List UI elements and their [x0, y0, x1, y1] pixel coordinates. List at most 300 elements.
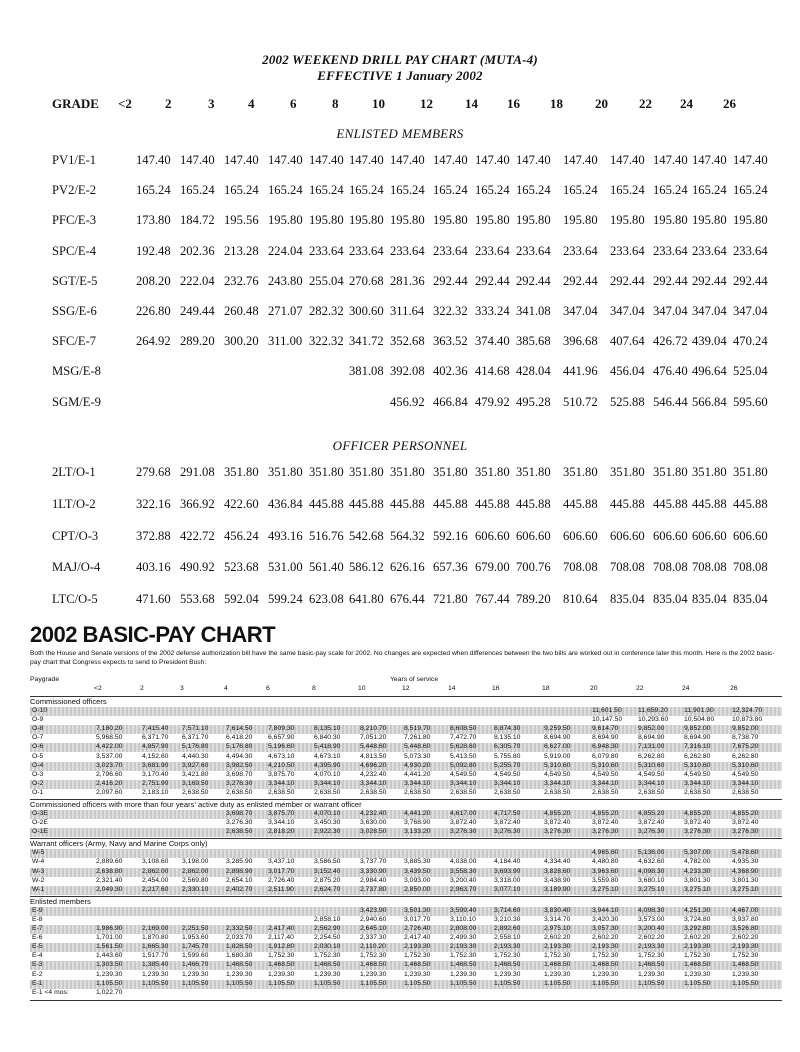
- grade-label: GRADE: [52, 96, 99, 111]
- pay-cell: 195.80: [433, 213, 468, 228]
- basic-pay-cell: 2,638.50: [732, 788, 759, 796]
- basic-pay-cell: 4,855.20: [732, 810, 759, 817]
- pay-cell: 352.68: [390, 334, 425, 349]
- basic-pay-cell: 1,468.50: [404, 961, 431, 969]
- pay-cell: 606.60: [610, 528, 645, 543]
- pay-cell: 292.44: [733, 273, 768, 288]
- basic-year-header: 14: [448, 685, 456, 692]
- basic-pay-cell: 2,602.20: [592, 934, 619, 942]
- pay-cell: 456.92: [390, 394, 425, 409]
- paygrade-name: E-8: [32, 915, 43, 923]
- pay-cell: 165.24: [268, 183, 303, 198]
- basic-pay-cell: 2,654.10: [226, 876, 253, 884]
- basic-pay-cell: 2,940.60: [360, 915, 387, 923]
- basic-pay-cell: 11,659.20: [638, 707, 668, 714]
- basic-pay-cell: 1,468.50: [732, 961, 759, 969]
- basic-pay-cell: 6,262.80: [732, 752, 759, 760]
- basic-pay-row: [30, 877, 782, 886]
- basic-pay-cell: 1,752.30: [684, 952, 711, 960]
- basic-pay-cell: 7,261.80: [404, 734, 431, 742]
- pay-cell: 147.40: [475, 153, 510, 167]
- basic-pay-cell: 2,511.90: [268, 885, 294, 893]
- pay-cell: 347.04: [653, 304, 688, 318]
- pay-cell: 407.64: [610, 334, 645, 349]
- paygrade-name: O-1E: [32, 828, 48, 836]
- basic-pay-cell: 7,415.40: [142, 725, 169, 733]
- basic-pay-row: [30, 734, 782, 743]
- basic-pay-cell: 2,898.90: [226, 867, 253, 875]
- basic-pay-cell: 3,501.30: [404, 906, 431, 914]
- grade-name: LTC/O-5: [52, 592, 98, 607]
- pay-cell: 626.16: [390, 560, 425, 575]
- pay-cell: 147.40: [610, 153, 645, 167]
- basic-pay-cell: 2,602.20: [544, 934, 571, 942]
- basic-pay-cell: 4,855.20: [544, 810, 571, 817]
- pay-cell: 233.64: [309, 243, 344, 258]
- drill-pay-row: [0, 153, 800, 171]
- basic-pay-cell: 3,537.00: [96, 752, 123, 760]
- basic-pay-cell: 5,448.60: [404, 743, 431, 751]
- pay-cell: 311.00: [268, 334, 303, 349]
- pay-cell: 222.04: [180, 273, 215, 288]
- basic-pay-cell: 3,275.10: [592, 885, 619, 893]
- basic-pay-cell: 3,801.30: [684, 876, 711, 884]
- drill-year-header: 6: [290, 96, 297, 111]
- pay-cell: 708.08: [653, 560, 688, 575]
- basic-pay-cell: 5,310.60: [732, 761, 759, 769]
- pay-cell: 264.92: [136, 334, 171, 349]
- paygrade-name: O-3E: [32, 810, 48, 817]
- basic-pay-cell: 4,617.00: [450, 810, 477, 817]
- basic-pay-cell: 2,858.10: [314, 915, 341, 923]
- pay-cell: 372.88: [136, 528, 171, 543]
- pay-cell: 233.64: [349, 243, 384, 258]
- drill-year-header: 3: [208, 96, 215, 111]
- pay-cell: 657.36: [433, 560, 468, 575]
- basic-pay-cell: 4,549.50: [592, 770, 619, 778]
- basic-pay-cell: 3,133.20: [404, 828, 431, 836]
- basic-pay-cell: 3,875.70: [268, 770, 295, 778]
- pay-cell: 490.92: [180, 560, 215, 575]
- pay-cell: 546.44: [653, 394, 688, 409]
- basic-pay-cell: 3,421.80: [182, 770, 209, 778]
- basic-pay-cell: 3,314.70: [544, 915, 571, 923]
- basic-pay-cell: 3,559.80: [592, 876, 619, 884]
- pay-cell: 165.24: [733, 183, 768, 198]
- pay-cell: 363.52: [433, 334, 468, 349]
- basic-pay-cell: 1,912.80: [268, 943, 295, 951]
- pay-cell: 165.24: [309, 183, 344, 198]
- basic-pay-cell: 1,105.50: [638, 979, 665, 987]
- pay-cell: 623.08: [309, 592, 344, 607]
- basic-pay-cell: 3,885.30: [404, 858, 431, 866]
- basic-pay-cell: 7,809.30: [268, 725, 295, 733]
- basic-pay-cell: 3,344.10: [544, 779, 571, 787]
- basic-pay-cell: 2,193.30: [494, 943, 521, 951]
- basic-pay-row: [30, 725, 782, 734]
- pay-cell: 606.60: [692, 528, 727, 543]
- pay-cell: 195.80: [692, 213, 727, 228]
- basic-pay-cell: 8,874.30: [494, 725, 521, 733]
- basic-pay-cell: 1,239.30: [142, 970, 169, 978]
- basic-pay-cell: 2,193.30: [544, 943, 571, 951]
- pay-cell: 322.16: [136, 496, 171, 511]
- basic-pay-cell: 3,830.40: [544, 906, 571, 914]
- basic-pay-cell: 4,098.30: [638, 867, 665, 875]
- basic-pay-cell: 1,239.30: [684, 970, 711, 978]
- drill-pay-row: [0, 304, 800, 322]
- drill-header-row: [0, 96, 800, 116]
- basic-pay-cell: 12,324.70: [732, 707, 763, 714]
- pay-cell: 165.24: [224, 183, 259, 198]
- basic-pay-chart: [0, 618, 800, 1052]
- grade-name: SGT/E-5: [52, 273, 98, 288]
- pay-cell: 456.24: [224, 528, 259, 543]
- pay-cell: 392.08: [390, 364, 425, 379]
- basic-pay-cell: 7,180.20: [96, 725, 123, 733]
- basic-pay-cell: 1,468.50: [592, 961, 619, 969]
- basic-year-header: 2: [140, 685, 144, 692]
- pay-cell: 292.44: [433, 273, 468, 288]
- basic-pay-cell: 8,694.90: [544, 734, 571, 742]
- basic-pay-cell: 1,385.40: [142, 961, 169, 969]
- pay-cell: 195.80: [475, 213, 510, 228]
- paygrade-name: O-5: [32, 752, 44, 760]
- basic-pay-cell: 4,965.60: [592, 849, 619, 857]
- pay-cell: 542.68: [349, 528, 384, 543]
- basic-pay-cell: 3,982.50: [226, 761, 253, 769]
- basic-pay-cell: 4,422.00: [96, 743, 123, 751]
- pay-cell: 292.44: [516, 273, 551, 288]
- basic-pay-cell: 1,466.70: [182, 961, 209, 969]
- basic-pay-row: [30, 925, 782, 934]
- pay-cell: 208.20: [136, 273, 171, 288]
- pay-cell: 525.04: [733, 364, 768, 379]
- drill-pay-row: [0, 395, 800, 413]
- pay-cell: 351.80: [224, 465, 259, 479]
- basic-pay-cell: 3,275.10: [638, 885, 665, 893]
- pay-cell: 165.24: [475, 183, 510, 198]
- pay-cell: 708.08: [733, 560, 768, 575]
- basic-pay-cell: 2,875.20: [314, 876, 341, 884]
- basic-pay-cell: 1,468.50: [544, 961, 571, 969]
- pay-cell: 592.04: [224, 592, 259, 607]
- basic-pay-cell: 2,638.80: [96, 867, 123, 875]
- pay-cell: 445.88: [349, 496, 384, 511]
- basic-pay-cell: 1,752.30: [732, 952, 759, 960]
- basic-pay-cell: 3,344.10: [684, 779, 711, 787]
- basic-pay-cell: 1,239.30: [592, 970, 619, 978]
- basic-pay-cell: 3,963.60: [592, 867, 619, 875]
- basic-pay-cell: 8,519.70: [404, 725, 431, 733]
- pay-cell: 495.28: [516, 394, 551, 409]
- basic-pay-cell: 2,193.30: [638, 943, 665, 951]
- years-of-service-label: Years of service: [390, 676, 439, 683]
- grade-name: PV2/E-2: [52, 183, 97, 198]
- pay-cell: 835.04: [733, 592, 768, 607]
- pay-cell: 233.64: [653, 243, 688, 258]
- paygrade-name: O-7: [32, 734, 44, 742]
- pay-cell: 351.80: [268, 465, 303, 479]
- paygrade-name: W-4: [32, 858, 45, 866]
- basic-pay-cell: 4,184.40: [494, 858, 521, 866]
- drill-pay-row: [0, 560, 800, 578]
- basic-pay-cell: 8,608.50: [450, 725, 477, 733]
- basic-pay-cell: 1,468.50: [494, 961, 521, 969]
- basic-pay-cell: 2,416.20: [96, 779, 123, 787]
- paygrade-name: O-9: [32, 716, 44, 724]
- basic-pay-cell: 4,441.20: [404, 810, 431, 817]
- basic-pay-cell: 4,368.90: [732, 867, 759, 875]
- basic-pay-cell: 3,420.30: [592, 915, 619, 923]
- pay-cell: 422.60: [224, 496, 259, 511]
- pay-cell: 147.40: [309, 153, 344, 167]
- pay-cell: 835.04: [653, 592, 688, 607]
- pay-cell: 561.40: [309, 560, 344, 575]
- drill-year-header: 10: [372, 96, 385, 111]
- basic-year-header: 8: [312, 685, 316, 692]
- basic-pay-cell: 6,305.70: [494, 743, 521, 751]
- basic-pay-cell: 3,630.00: [360, 819, 387, 827]
- basic-pay-row: [30, 943, 782, 952]
- basic-pay-cell: 3,276.30: [638, 828, 665, 836]
- basic-pay-cell: 4,673.10: [314, 752, 341, 760]
- basic-pay-cell: 2,558.10: [494, 934, 521, 942]
- pay-cell: 445.88: [309, 496, 344, 511]
- basic-pay-cell: 3,276.30: [544, 828, 571, 836]
- pay-cell: 341.08: [516, 304, 551, 318]
- basic-pay-cell: 3,110.10: [450, 915, 476, 923]
- pay-cell: 835.04: [692, 592, 727, 607]
- basic-pay-cell: 4,098.30: [638, 906, 665, 914]
- basic-pay-cell: 6,079.80: [592, 752, 619, 760]
- basic-pay-cell: 2,454.00: [142, 876, 169, 884]
- drill-year-header: 18: [550, 96, 563, 111]
- pay-cell: 255.04: [309, 273, 344, 288]
- pay-cell: 147.40: [692, 153, 727, 167]
- basic-pay-cell: 4,232.40: [360, 770, 387, 778]
- pay-cell: 606.60: [475, 528, 510, 543]
- pay-cell: 281.36: [390, 273, 425, 288]
- pay-cell: 192.48: [136, 243, 171, 258]
- basic-pay-cell: 3,276.30: [226, 779, 253, 787]
- basic-pay-cell: 2,402.70: [226, 885, 253, 893]
- basic-pay-cell: 3,698.70: [226, 770, 253, 778]
- drill-pay-row: [0, 213, 800, 231]
- basic-pay-cell: 3,450.30: [314, 819, 341, 827]
- basic-pay-cell: 4,070.10: [314, 810, 341, 817]
- pay-cell: 374.40: [475, 334, 510, 349]
- basic-pay-cell: 5,073.30: [404, 752, 431, 760]
- basic-pay-cell: 3,872.40: [684, 819, 711, 827]
- basic-pay-cell: 3,927.60: [182, 761, 209, 769]
- pay-cell: 147.40: [180, 153, 215, 167]
- basic-pay-cell: 6,840.30: [314, 734, 341, 742]
- pay-cell: 195.80: [563, 213, 598, 228]
- basic-pay-cell: 2,796.60: [96, 770, 123, 778]
- basic-year-header: 18: [542, 685, 550, 692]
- pay-cell: 445.88: [390, 496, 425, 511]
- basic-pay-cell: 4,782.00: [684, 858, 711, 866]
- basic-pay-cell: 3,152.40: [314, 867, 341, 875]
- pay-cell: 595.60: [733, 394, 768, 409]
- drill-year-header: 2: [165, 96, 172, 111]
- pay-cell: 322.32: [309, 334, 344, 349]
- drill-pay-row: [0, 592, 800, 610]
- basic-pay-cell: 2,117.40: [268, 934, 294, 942]
- pay-cell: 226.80: [136, 304, 171, 318]
- basic-pay-cell: 2,499.30: [450, 934, 477, 942]
- drill-pay-row: [0, 497, 800, 515]
- basic-pay-cell: 7,571.10: [182, 725, 209, 733]
- paygrade-name: W-3: [32, 867, 45, 875]
- basic-pay-cell: 2,638.50: [592, 788, 619, 796]
- pay-cell: 195.80: [349, 213, 384, 228]
- grade-name: SPC/E-4: [52, 243, 97, 258]
- basic-pay-cell: 3,872.40: [450, 819, 477, 827]
- basic-pay-cell: 2,862.00: [182, 867, 209, 875]
- pay-cell: 510.72: [563, 394, 598, 409]
- basic-pay-row: [30, 849, 782, 858]
- basic-pay-cell: 5,136.00: [638, 849, 665, 857]
- basic-pay-cell: 2,975.10: [544, 925, 571, 932]
- basic-pay-cell: 5,919.00: [544, 752, 571, 760]
- basic-pay-cell: 2,330.10: [182, 885, 209, 893]
- pay-cell: 173.80: [136, 213, 171, 228]
- basic-pay-cell: 3,330.90: [360, 867, 387, 875]
- drill-year-header: 12: [420, 96, 433, 111]
- grade-name: SFC/E-7: [52, 334, 97, 349]
- pay-cell: 233.64: [733, 243, 768, 258]
- paygrade-name: W-1: [32, 885, 45, 893]
- basic-pay-cell: 4,857.90: [142, 743, 169, 751]
- basic-pay-cell: 1,105.50: [360, 979, 387, 987]
- basic-pay-cell: 8,135.10: [494, 734, 521, 742]
- basic-pay-cell: 2,251.50: [182, 925, 209, 932]
- basic-pay-cell: 2,193.30: [732, 943, 759, 951]
- basic-pay-cell: 4,673.10: [268, 752, 295, 760]
- pay-cell: 289.20: [180, 334, 215, 349]
- basic-pay-cell: 2,638.50: [450, 788, 477, 796]
- pay-cell: 708.08: [563, 560, 598, 575]
- basic-pay-cell: 2,638.50: [684, 788, 711, 796]
- basic-pay-cell: 5,310.60: [638, 761, 665, 769]
- basic-pay-cell: 3,210.30: [494, 915, 521, 923]
- pay-cell: 279.68: [136, 465, 171, 479]
- pay-cell: 232.76: [224, 273, 259, 288]
- pay-cell: 767.44: [475, 592, 510, 607]
- pay-cell: 233.64: [475, 243, 510, 258]
- basic-pay-cell: 3,275.10: [684, 885, 711, 893]
- basic-pay-cell: 3,276.30: [494, 828, 521, 836]
- basic-pay-cell: 2,638.50: [404, 788, 431, 796]
- pay-cell: 351.80: [349, 465, 384, 479]
- pay-cell: 165.24: [653, 183, 688, 198]
- basic-pay-cell: 7,051.20: [360, 734, 387, 742]
- pay-cell: 147.40: [349, 153, 384, 167]
- basic-pay-cell: 3,439.50: [404, 867, 431, 875]
- pay-cell: 810.64: [563, 592, 598, 607]
- basic-pay-cell: 1,239.30: [226, 970, 253, 978]
- basic-pay-cell: 5,307.00: [684, 849, 711, 857]
- basic-pay-cell: 1,239.30: [96, 970, 123, 978]
- pay-cell: 165.24: [433, 183, 468, 198]
- basic-pay-cell: 3,028.50: [360, 828, 387, 836]
- basic-pay-cell: 4,549.50: [684, 770, 711, 778]
- pay-cell: 351.80: [475, 465, 510, 479]
- basic-pay-cell: 4,855.20: [684, 810, 711, 817]
- basic-pay-cell: 4,038.00: [450, 858, 477, 866]
- pay-cell: 165.24: [390, 183, 425, 198]
- pay-cell: 165.24: [563, 183, 598, 198]
- basic-pay-cell: 3,437.10: [268, 858, 295, 866]
- basic-pay-cell: 1,105.50: [592, 979, 619, 987]
- basic-pay-cell: 1,022.70: [96, 988, 123, 996]
- basic-pay-cell: 3,093.00: [404, 876, 431, 884]
- basic-year-header: 6: [266, 685, 270, 692]
- basic-pay-row: [30, 961, 782, 970]
- pay-cell: 292.44: [475, 273, 510, 288]
- basic-pay-cell: 1,105.50: [450, 979, 477, 987]
- pay-cell: 333.24: [475, 304, 510, 318]
- basic-pay-cell: 6,371.70: [142, 734, 169, 742]
- pay-cell: 233.64: [610, 243, 645, 258]
- pay-cell: 523.68: [224, 560, 259, 575]
- pay-cell: 445.88: [692, 496, 727, 511]
- pay-cell: 347.04: [563, 304, 598, 318]
- drill-year-header: 4: [248, 96, 255, 111]
- paygrade-name: E-3: [32, 961, 43, 969]
- pay-cell: 366.92: [180, 496, 215, 511]
- basic-pay-cell: 2,638.50: [182, 788, 209, 796]
- basic-pay-cell: 4,549.50: [638, 770, 665, 778]
- paygrade-name: O-4: [32, 761, 44, 769]
- basic-pay-cell: 3,875.70: [268, 810, 295, 817]
- drill-year-header: 22: [639, 96, 652, 111]
- basic-pay-row: [30, 810, 782, 819]
- pay-cell: 708.08: [692, 560, 727, 575]
- basic-pay-cell: 10,504.80: [684, 716, 715, 724]
- basic-pay-cell: 1,680.30: [226, 952, 253, 960]
- basic-pay-cell: 1,468.50: [684, 961, 711, 969]
- basic-pay-cell: 1,105.50: [96, 979, 123, 987]
- pay-cell: 347.04: [610, 304, 645, 318]
- pay-cell: 147.40: [268, 153, 303, 167]
- pay-cell: 445.88: [563, 496, 598, 511]
- pay-cell: 445.88: [733, 496, 768, 511]
- paygrade-name: E-1: [32, 979, 43, 987]
- pay-cell: 300.60: [349, 304, 384, 318]
- basic-pay-cell: 3,872.40: [494, 819, 521, 827]
- pay-cell: 445.88: [516, 496, 551, 511]
- basic-pay-cell: 4,070.10: [314, 770, 341, 778]
- basic-pay-cell: 1,239.30: [314, 970, 341, 978]
- paygrade-name: W-5: [32, 849, 45, 857]
- basic-pay-cell: 6,657.90: [268, 734, 295, 742]
- basic-pay-row: [30, 819, 782, 828]
- pay-cell: 291.08: [180, 465, 215, 479]
- group-title: Commissioned officers with more than four years' active duty as enlisted member or warrant officer: [30, 800, 362, 809]
- pay-cell: 311.64: [390, 304, 425, 318]
- basic-pay-cell: 4,441.20: [404, 770, 431, 778]
- paygrade-name: E-9: [32, 906, 43, 914]
- basic-pay-cell: 1,752.30: [544, 952, 571, 960]
- basic-pay-cell: 4,210.50: [268, 761, 295, 769]
- basic-pay-cell: 4,717.50: [494, 810, 521, 817]
- basic-pay-cell: 2,726.40: [404, 925, 431, 932]
- pay-cell: 165.24: [180, 183, 215, 198]
- basic-pay-cell: 3,077.10: [494, 885, 521, 893]
